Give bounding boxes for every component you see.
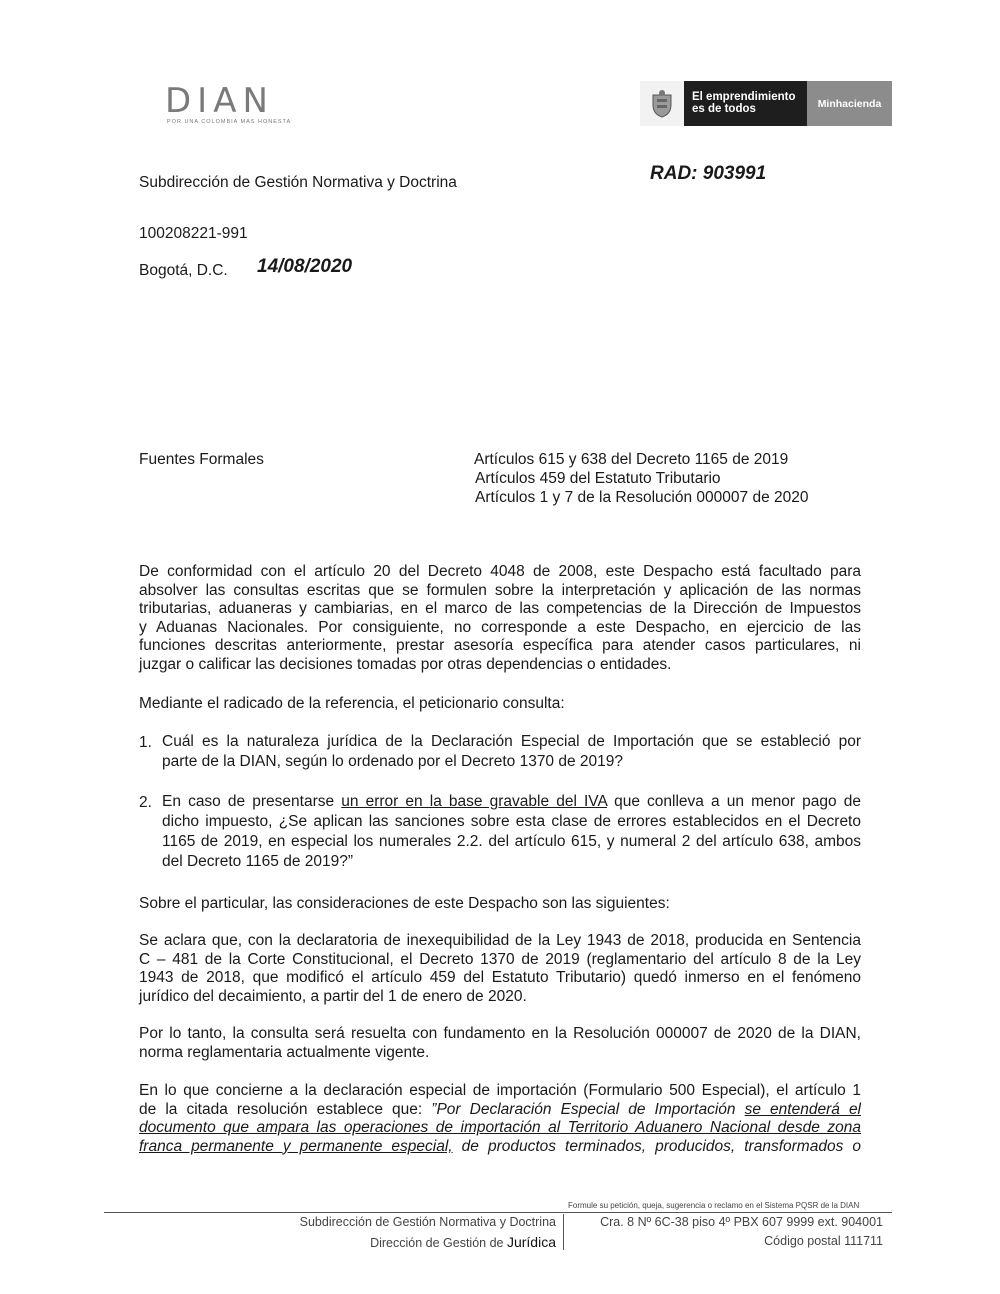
paragraph-line: De conformidad con el artículo 20 del Decreto 4048 de 2008, este Despacho está facultado para (139, 563, 861, 580)
footer-vertical-divider (563, 1214, 564, 1250)
office-name: Subdirección de Gestión Normativa y Doctrina (139, 174, 457, 191)
paragraph-line: parte de la DIAN, según lo ordenado por el Decreto 1370 de 2019? (162, 753, 624, 770)
rad-number: RAD: 903991 (650, 163, 767, 184)
text-run: de la citada resolución establece que: (139, 1100, 432, 1118)
footer-direction-bold: Jurídica (506, 1234, 556, 1250)
paragraph-special-declaration (139, 1082, 861, 1156)
text-run: ”Por Declaración Especial de Importación (431, 1100, 745, 1118)
paragraph-line: Por lo tanto, la consulta será resuelta con fundamento en la Resolución 000007 de 2020 de la DIAN, (139, 1025, 861, 1042)
footer-address: Cra. 8 Nº 6C-38 piso 4º PBX 607 9999 ext. 904001 (600, 1215, 883, 1229)
paragraph-line: documento que ampara las operaciones de importación al Territorio Aduanero Nacional desde zona (139, 1119, 861, 1137)
question-2-underlined: un error en la base gravable del IVA (341, 793, 607, 810)
paragraph-line: Se aclara que, con la declaratoria de inexequibilidad de la Ley 1943 de 2018, producida en Sentencia (139, 932, 861, 949)
paragraph-line: En lo que concierne a la declaración especial de importación (Formulario 500 Especial), el artículo 1 (139, 1082, 861, 1099)
paragraph-line (139, 1101, 861, 1120)
paragraph-line: 1943 de 2018, que modificó el artículo 459 del Estatuto Tributario) quedó inmerso en el fenómeno (139, 969, 861, 987)
footer-postal-code: Código postal 111711 (764, 1234, 883, 1248)
paragraph-line: norma reglamentaria actualmente vigente. (139, 1043, 430, 1061)
dian-logo (165, 81, 325, 128)
paragraph-query-intro: Mediante el radicado de la referencia, el peticionario consulta: (139, 695, 565, 712)
reference-number: 100208221-991 (139, 225, 248, 242)
footer-direction-pre: Dirección de Gestión de (370, 1236, 507, 1250)
paragraph-line (139, 1138, 861, 1157)
paragraph-considerations: Sobre el particular, las consideraciones de este Despacho son las siguientes: (139, 895, 670, 912)
paragraph-decay (139, 932, 861, 1006)
paragraph-line: juzgar o calificar las decisiones tomadas por otras dependencias o entidades. (139, 655, 672, 673)
gov-ministry: Minhacienda (807, 81, 892, 126)
government-banner (640, 81, 892, 126)
source-item: Artículos 1 y 7 de la Resolución 000007 de 2020 (475, 489, 809, 506)
paragraph-line: Cuál es la naturaleza jurídica de la Declaración Especial de Importación que se estableció por (162, 733, 861, 750)
document-date: 14/08/2020 (257, 256, 353, 277)
question-2-number: 2. (139, 794, 152, 811)
source-item: Artículos 615 y 638 del Decreto 1165 de 2019 (474, 451, 789, 468)
gov-slogan-line1: El emprendimiento (692, 91, 796, 103)
coat-of-arms-icon (640, 81, 684, 126)
paragraph-line: del Decreto 1165 de 2019?” (162, 853, 354, 870)
paragraph-competence (139, 563, 861, 675)
gov-slogan-line2: es de todos (692, 103, 756, 115)
question-1 (162, 732, 861, 772)
text-run: franca permanente y permanente especial, (139, 1137, 453, 1155)
paragraph-line: absolver las consultas escritas que se formulen sobre la interpretación y aplicación de las normas (139, 581, 861, 599)
paragraph-line: y Aduanas Nacionales. Por consiguiente, no corresponde a este Despacho, en ejercicio de las (139, 618, 861, 636)
paragraph-line: funciones descritas anteriormente, prestar asesoría específica para atender casos particulares, ni (139, 637, 861, 655)
question-2 (162, 792, 861, 872)
footer-direction (240, 1234, 556, 1250)
paragraph-line: 1165 de 2019, en especial los numerales 2.2. del artículo 615, y numeral 2 del artículo 638, ambos (162, 833, 861, 850)
question-2-post: que conlleva a un menor pago de (606, 793, 861, 810)
text-run: se entenderá el (744, 1100, 862, 1118)
dian-logo-text: DIAN (165, 81, 274, 121)
gov-slogan (684, 81, 807, 126)
source-item: Artículos 459 del Estatuto Tributario (475, 470, 721, 487)
paragraph-line: tributarias, aduaneras y cambiarias, en el marco de las competencias de la Dirección de Impuestos (139, 600, 861, 618)
paragraph-line: jurídico del decaimiento, a partir del 1 de enero de 2020. (139, 987, 527, 1005)
text-run: de productos terminados, producidos, transformados o (452, 1137, 861, 1155)
question-1-number: 1. (139, 734, 152, 751)
footer-office: Subdirección de Gestión Normativa y Doctrina (299, 1215, 556, 1229)
question-2-pre: En caso de presentarse (162, 793, 342, 810)
footer-note: Formule su petición, queja, sugerencia o reclamo en el Sistema PQSR de la DIAN (568, 1201, 860, 1210)
paragraph-line (162, 792, 861, 812)
paragraph-line: C – 481 de la Corte Constitucional, el Decreto 1370 de 2019 (reglamentario del artículo 8 de la Ley (139, 950, 861, 968)
sources-label: Fuentes Formales (139, 451, 264, 468)
footer-divider (104, 1212, 892, 1213)
city: Bogotá, D.C. (139, 262, 228, 279)
dian-logo-tagline: POR UNA COLOMBIA MÁS HONESTA (167, 119, 292, 125)
paragraph-resolution (139, 1025, 861, 1062)
paragraph-line: dicho impuesto, ¿Se aplican las sanciones sobre esta clase de errores establecidos en el Decreto (162, 813, 861, 830)
